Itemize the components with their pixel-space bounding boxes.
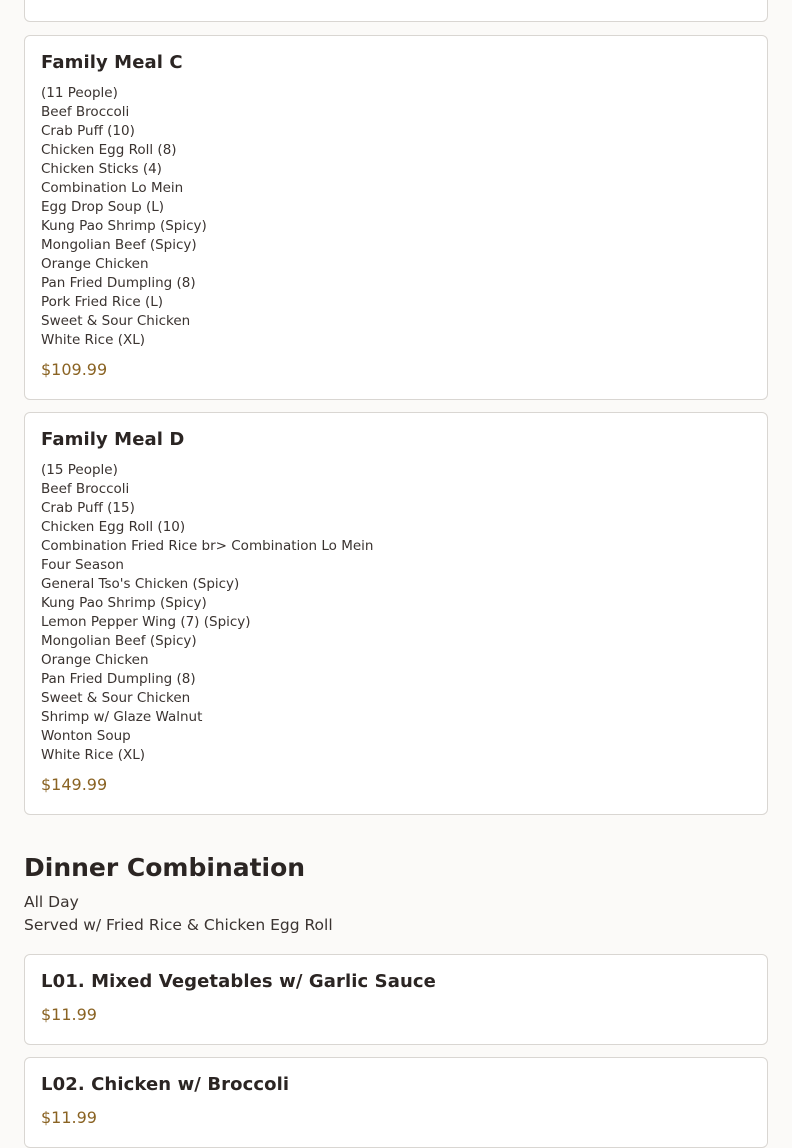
- description-line: Wonton Soup: [41, 728, 131, 744]
- description-line: Egg Drop Soup (L): [41, 199, 165, 215]
- description-line: Orange Chicken: [41, 256, 149, 272]
- description-line: Shrimp w/ Glaze Walnut: [41, 709, 203, 725]
- menu-item-price: $109.99: [41, 360, 108, 379]
- section-subtitle: Served w/ Fried Rice & Chicken Egg Roll: [24, 916, 333, 934]
- menu-item-price: [41, 0, 97, 1]
- description-line: Chicken Sticks (4): [41, 161, 162, 177]
- menu-item-title: L02. Chicken w/ Broccoli: [41, 1074, 290, 1095]
- description-line: Pan Fried Dumpling (8): [41, 275, 196, 291]
- menu-item-title: L01. Mixed Vegetables w/ Garlic Sauce: [41, 971, 436, 992]
- description-line: Kung Pao Shrimp (Spicy): [41, 218, 207, 234]
- description-line: Chicken Egg Roll (8): [41, 142, 177, 158]
- menu-item-description: [41, 84, 751, 350]
- description-line: Kung Pao Shrimp (Spicy): [41, 595, 207, 611]
- description-line: Beef Broccoli: [41, 104, 130, 120]
- menu-item-card-family-meal-c[interactable]: [24, 35, 768, 400]
- description-line: Sweet & Sour Chicken: [41, 690, 191, 706]
- description-line: Orange Chicken: [41, 652, 149, 668]
- description-line: (15 People): [41, 462, 118, 478]
- menu-item-card-l02[interactable]: [24, 1057, 768, 1148]
- menu-item-card-l01[interactable]: [24, 954, 768, 1045]
- section-title: Dinner Combination: [24, 853, 306, 882]
- description-line: (11 People): [41, 85, 118, 101]
- description-line: Mongolian Beef (Spicy): [41, 237, 197, 253]
- description-line: Crab Puff (10): [41, 123, 135, 139]
- menu-item-description: [41, 461, 751, 765]
- description-line: Lemon Pepper Wing (7) (Spicy): [41, 614, 251, 630]
- description-line: White Rice (XL): [41, 332, 145, 348]
- description-line: Combination Fried Rice br> Combination Lo Mein: [41, 538, 374, 554]
- menu-item-title: Family Meal D: [41, 429, 185, 450]
- menu-item-card-family-meal-d[interactable]: [24, 412, 768, 815]
- description-line: Combination Lo Mein: [41, 180, 184, 196]
- section-subtitle: All Day: [24, 893, 79, 911]
- menu-item-price: $149.99: [41, 775, 108, 794]
- description-line: Pork Fried Rice (L): [41, 294, 164, 310]
- description-line: Sweet & Sour Chicken: [41, 313, 191, 329]
- description-line: Crab Puff (15): [41, 500, 135, 516]
- description-line: Mongolian Beef (Spicy): [41, 633, 197, 649]
- menu-item-card[interactable]: [24, 0, 768, 22]
- menu-item-price: $11.99: [41, 1005, 97, 1024]
- description-line: Beef Broccoli: [41, 481, 130, 497]
- description-line: Pan Fried Dumpling (8): [41, 671, 196, 687]
- description-line: White Rice (XL): [41, 747, 145, 763]
- menu-item-price: $11.99: [41, 1108, 97, 1127]
- menu-item-title: Family Meal C: [41, 52, 183, 73]
- description-line: Chicken Egg Roll (10): [41, 519, 186, 535]
- description-line: General Tso's Chicken (Spicy): [41, 576, 240, 592]
- description-line: Four Season: [41, 557, 124, 573]
